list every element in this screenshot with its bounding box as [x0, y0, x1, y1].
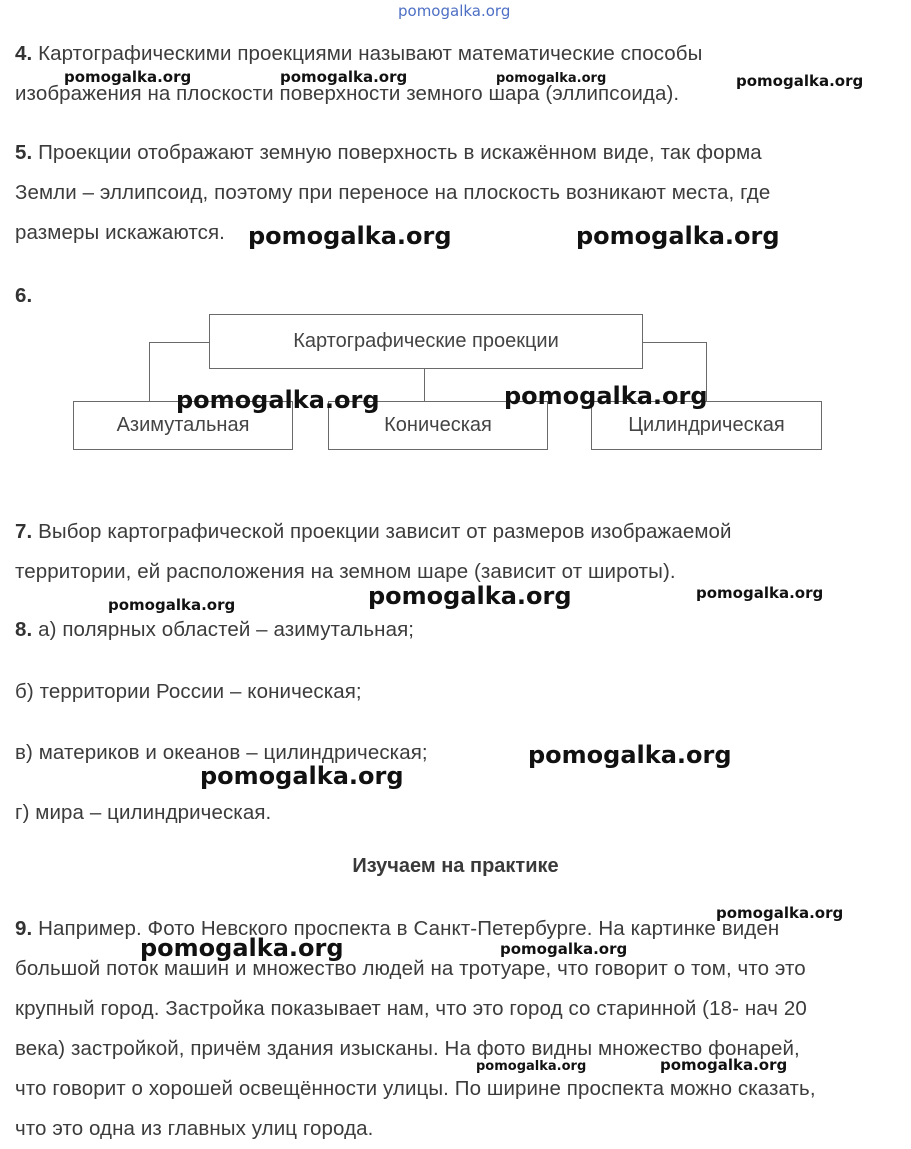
answer-7 [15, 512, 903, 592]
watermark-text: pomogalka.org [140, 934, 344, 962]
item-number: 6. [15, 284, 33, 307]
diagram-child-box: Азимутальная [73, 401, 293, 450]
answer-4-line2: изображения на плоскости поверхности земного шара (эллипсоида). [15, 82, 680, 105]
answer-9-line2: большой поток машин и множество людей на тротуаре, что говорит о том, что это [15, 957, 806, 980]
watermark-text: pomogalka.org [476, 1059, 587, 1074]
diagram-root-box: Картографические проекции [209, 314, 643, 369]
item-number: 8. [15, 618, 33, 641]
answer-5-line3: размеры искажаются. [15, 221, 225, 244]
watermark-text: pomogalka.org [64, 68, 192, 86]
watermark-text: pomogalka.org [248, 222, 452, 250]
section-heading: Изучаем на практике [352, 855, 559, 877]
watermark-text: pomogalka.org [398, 2, 511, 20]
watermark-text: pomogalka.org [696, 584, 824, 602]
diagram-child-box: Коническая [328, 401, 548, 450]
item-number: 7. [15, 520, 33, 543]
diagram-child-box: Цилиндрическая [591, 401, 822, 450]
answer-8a-text: а) полярных областей – азимутальная; [38, 618, 415, 641]
connector-line [642, 342, 707, 343]
item-number: 5. [15, 141, 33, 164]
answer-8b: б) территории России – коническая; [15, 680, 362, 703]
answer-6 [15, 276, 903, 316]
watermark-text: pomogalka.org [500, 940, 628, 958]
answer-9-line5: что говорит о хорошей освещённости улицы. По ширине проспекта можно сказать, [15, 1077, 816, 1100]
watermark-text: pomogalka.org [176, 386, 380, 414]
answer-8a [15, 610, 903, 650]
answer-4-line1: Картографическими проекциями называют математические способы [38, 42, 703, 65]
connector-line [424, 368, 425, 401]
answer-9-line1: Например. Фото Невского проспекта в Санкт-Петербурге. На картинке виден [38, 917, 780, 940]
watermark-text: pomogalka.org [736, 72, 864, 90]
answer-9-line3: крупный город. Застройка показывает нам, что это город со старинной (18- нач 20 [15, 997, 807, 1020]
watermark-text: pomogalka.org [496, 71, 607, 86]
watermark-text: pomogalka.org [108, 596, 236, 614]
watermark-text: pomogalka.org [528, 741, 732, 769]
answer-7-line1: Выбор картографической проекции зависит от размеров изображаемой [38, 520, 732, 543]
watermark-text: pomogalka.org [200, 762, 404, 790]
answer-9-line6: что это одна из главных улиц города. [15, 1117, 374, 1140]
item-number: 9. [15, 917, 33, 940]
watermark-text: pomogalka.org [280, 68, 408, 86]
item-number: 4. [15, 42, 33, 65]
watermark-text: pomogalka.org [504, 382, 708, 410]
answer-5-line2: Земли – эллипсоид, поэтому при переносе на плоскость возникают места, где [15, 181, 771, 204]
watermark-text: pomogalka.org [368, 582, 572, 610]
connector-line [149, 342, 150, 401]
watermark-text: pomogalka.org [576, 222, 780, 250]
answer-7-line2: территории, ей расположения на земном шаре (зависит от широты). [15, 560, 676, 583]
watermark-text: pomogalka.org [660, 1056, 788, 1074]
connector-line [149, 342, 210, 343]
watermark-text: pomogalka.org [716, 904, 844, 922]
answer-5-line1: Проекции отображают земную поверхность в искажённом виде, так форма [38, 141, 762, 164]
answer-8c: в) материков и океанов – цилиндрическая; [15, 741, 428, 764]
answer-8d: г) мира – цилиндрическая. [15, 801, 272, 824]
answer-9-line4: века) застройкой, причём здания изысканы. На фото видны множество фонарей, [15, 1037, 800, 1060]
